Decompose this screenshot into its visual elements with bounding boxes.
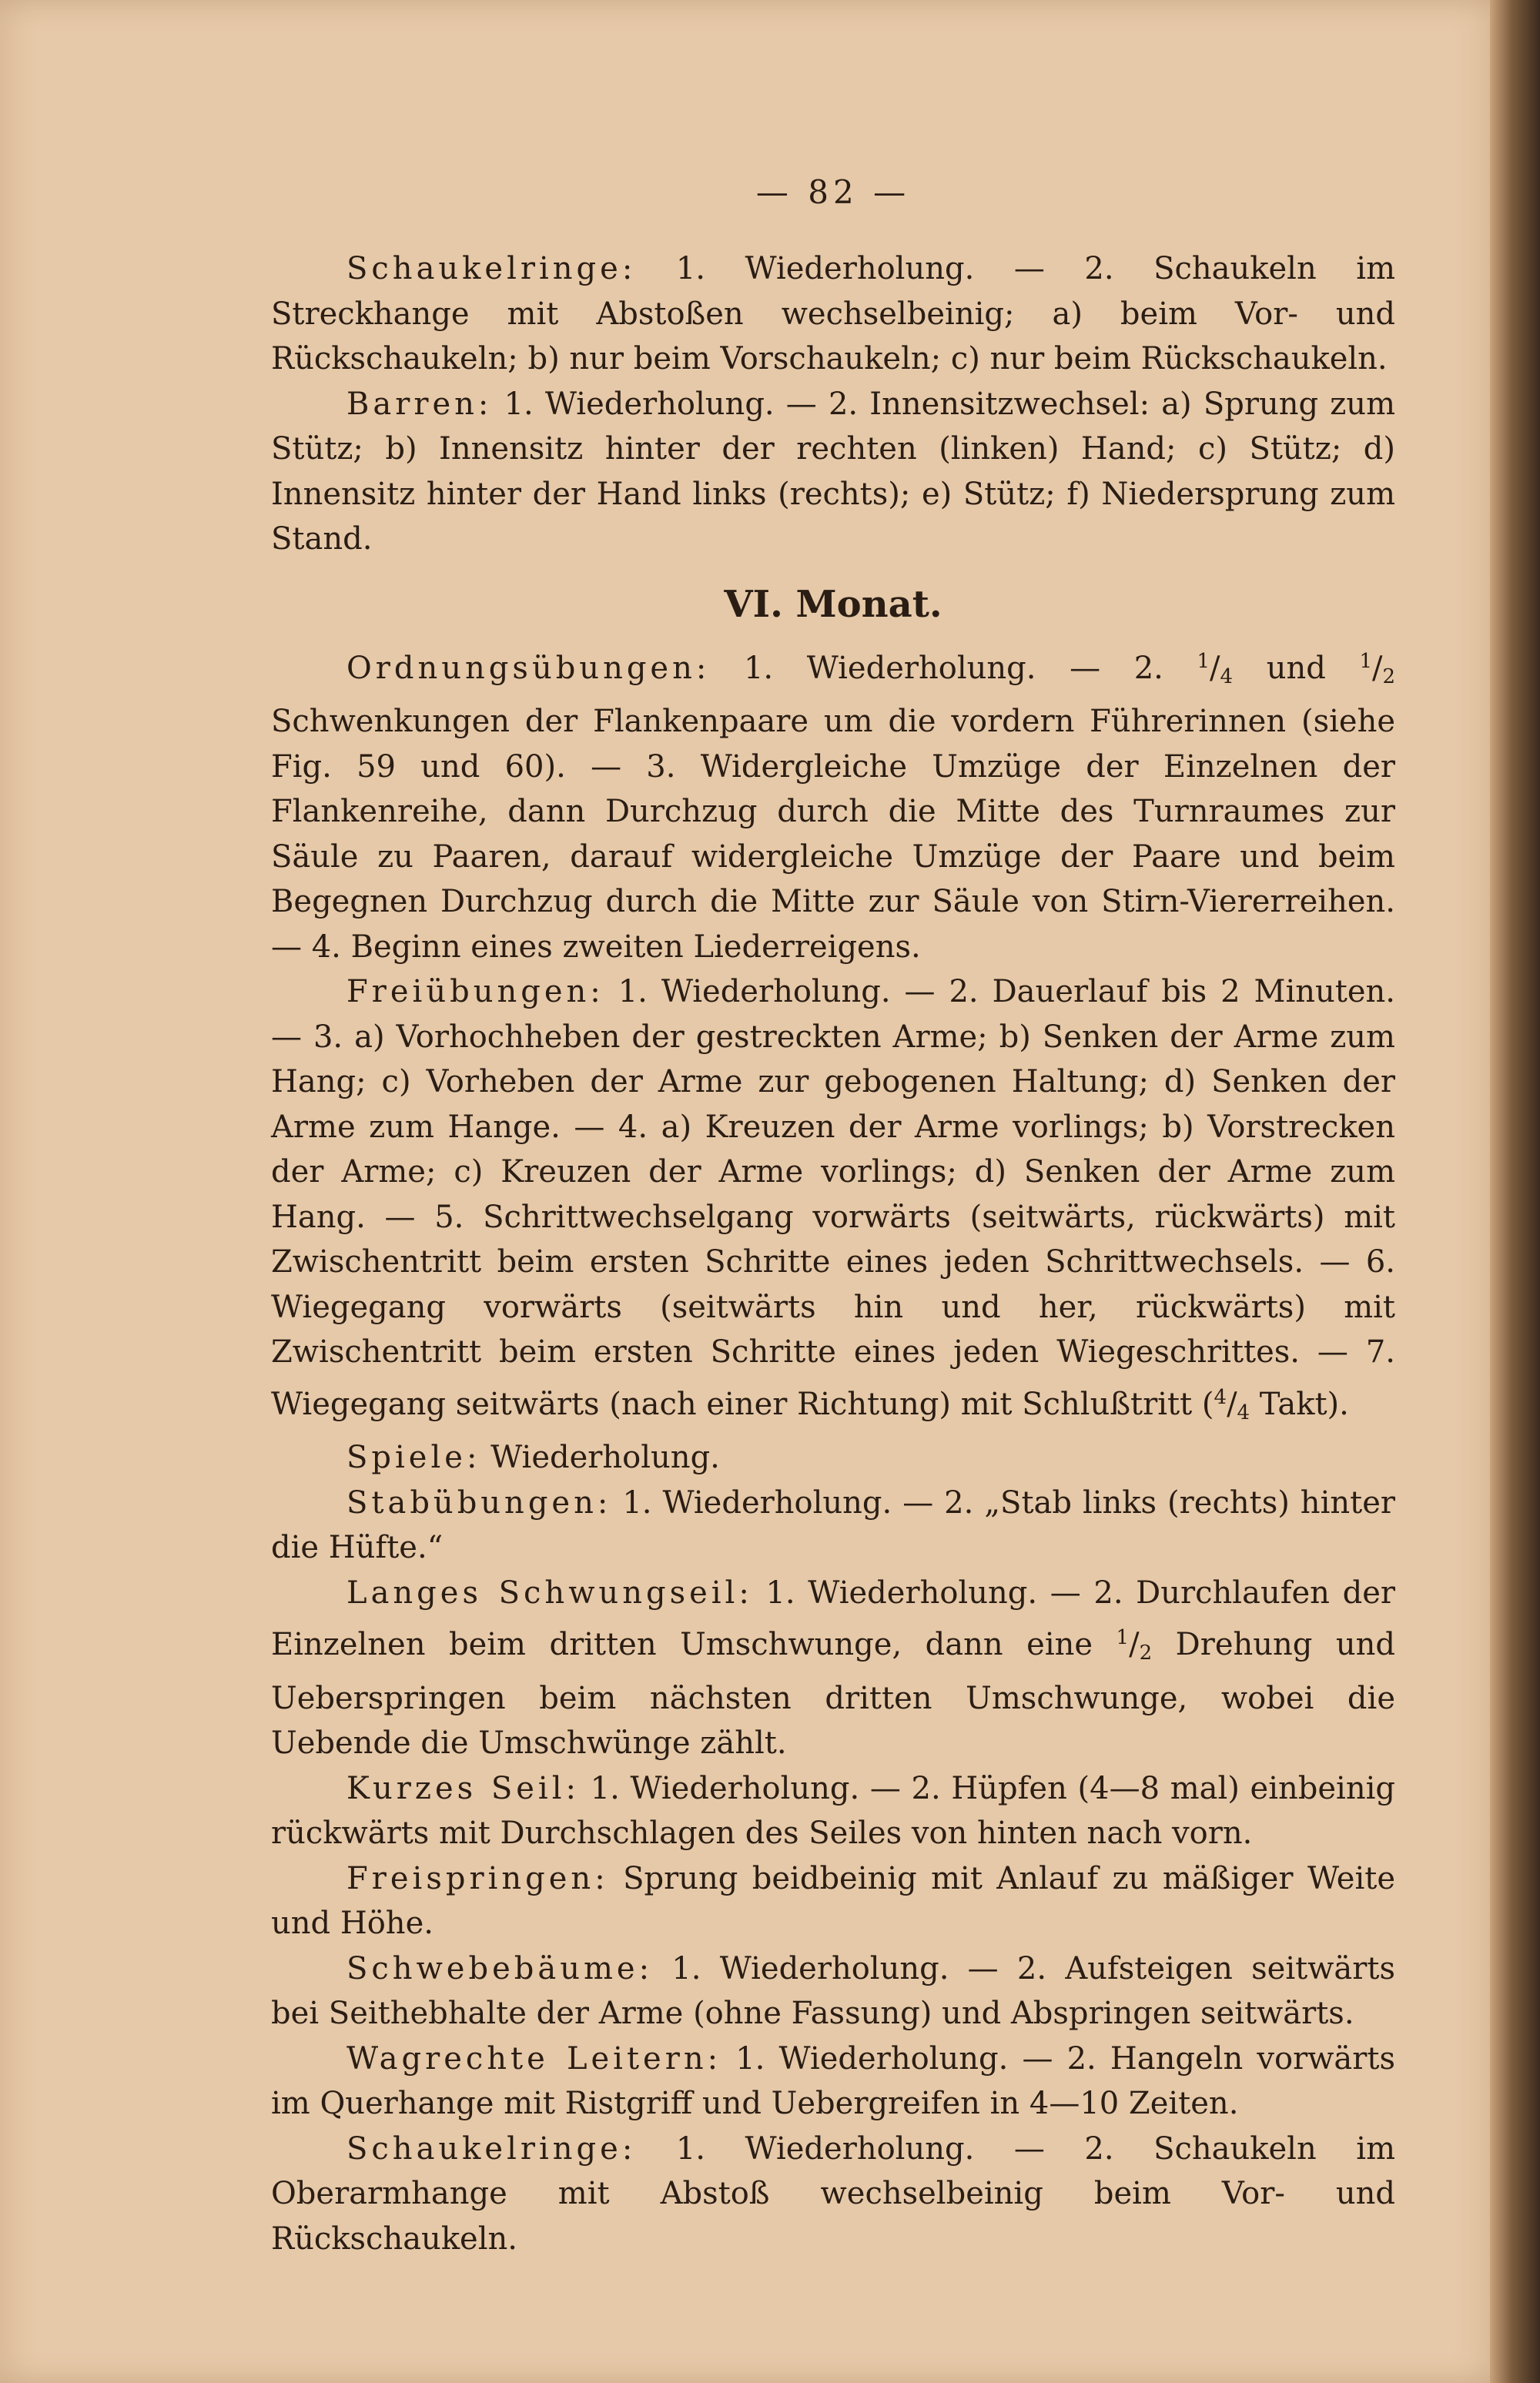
fraction-numerator: 4 bbox=[1214, 1385, 1227, 1409]
paragraph-text: 1. Wiederholung. — 2. bbox=[710, 650, 1197, 686]
section-label: Stabübungen: bbox=[346, 1484, 612, 1521]
section-label: Freiübungen: bbox=[346, 974, 604, 1009]
paragraph-ordnungsuebungen bbox=[271, 639, 1395, 970]
section-label: Freispringen: bbox=[346, 1860, 609, 1896]
paragraph-freiuebungen bbox=[271, 969, 1395, 1435]
paragraph-text: Takt). bbox=[1250, 1386, 1349, 1422]
page-number: — 82 — bbox=[755, 173, 911, 211]
paragraph-schaukelringe-1 bbox=[271, 246, 1395, 382]
book-gutter bbox=[1490, 0, 1540, 2383]
fraction-half: $^1/_2$ bbox=[1116, 1626, 1153, 1665]
section-label: Langes Schwungseil: bbox=[346, 1575, 753, 1611]
paragraph-spiele bbox=[271, 1435, 1395, 1481]
fraction-numerator: 1 bbox=[1197, 649, 1210, 673]
fraction-denominator: 4 bbox=[1237, 1401, 1250, 1424]
paragraph-barren bbox=[271, 382, 1395, 562]
paragraph-freispringen bbox=[271, 1856, 1395, 1946]
section-label: Kurzes Seil: bbox=[346, 1770, 580, 1806]
fraction-denominator: 4 bbox=[1220, 664, 1234, 688]
section-label: Barren: bbox=[346, 386, 493, 422]
section-label: Ordnungsübungen: bbox=[346, 650, 711, 686]
fraction-denominator: 2 bbox=[1139, 1642, 1153, 1665]
paragraph-text: 1. Wiederholung. — 2. Hüpfen (4—8 mal) einbeinig rückwärts mit Durchschlagen des Seiles von hinten nach vorn. bbox=[271, 1770, 1395, 1851]
paragraph-text: Schwenkungen der Flankenpaare um die vordern Führerinnen (siehe Fig. 59 und 60). — 3. Widergleiche Umzüge der Einzelnen der Flankenreihe, dann Durchzug durch die Mitte des Turnraumes zur Säule zu Paaren, darauf widergleiche Umzüge der Paare und beim Begegnen Durchzug durch die Mitte zur Säule von Stirn-Viererreihen. — 4. Beginn eines zweiten Liederreigens. bbox=[271, 704, 1395, 965]
paragraph-text: 1. Wiederholung. — 2. Schaukeln im Oberarmhange mit Abstoß wechselbeinig beim Vor- und Rückschaukeln. bbox=[271, 2130, 1395, 2257]
fraction-half: $^1/_2$ bbox=[1359, 649, 1396, 688]
paragraph-text: Wiederholung. bbox=[480, 1440, 720, 1475]
fraction-quarter: $^1/_4$ bbox=[1197, 649, 1234, 688]
paragraph-text: Sprung beidbeinig mit Anlauf zu mäßiger Weite und Höhe. bbox=[271, 1860, 1395, 1941]
fraction-four-quarters: $^4/_4$ bbox=[1214, 1385, 1250, 1424]
paragraph-text: 1. Wiederholung. — 2. Aufsteigen seitwärts bei Seithebhalte der Arme (ohne Fassung) und Abspringen seitwärts. bbox=[271, 1950, 1395, 2031]
paragraph-text: 1. Wiederholung. — 2. „Stab links (rechts) hinter die Hüfte.“ bbox=[271, 1484, 1395, 1565]
paragraph-wagrechte-leitern bbox=[271, 2037, 1395, 2127]
paragraph-schwebebaeume bbox=[271, 1946, 1395, 2037]
fraction-numerator: 1 bbox=[1116, 1626, 1130, 1649]
paragraph-text: 1. Wiederholung. — 2. Innensitzwechsel: a) Sprung zum Stütz; b) Innensitz hinter der rechten (linken) Hand; c) Stütz; d) Innensitz hinter der Hand links (rechts); e) Stütz; f) Niedersprung zum Stand. bbox=[271, 386, 1395, 557]
section-label: Schaukelringe: bbox=[346, 2130, 637, 2167]
paragraph-stabuebungen bbox=[271, 1481, 1395, 1571]
paragraph-schaukelringe-2 bbox=[271, 2127, 1395, 2262]
section-label: Spiele: bbox=[346, 1440, 481, 1475]
text-block bbox=[271, 169, 1395, 2261]
paragraph-text: 1. Wiederholung. — 2. Hangeln vorwärts im Querhange mit Ristgriff und Uebergreifen in 4—10 Zeiten. bbox=[271, 2040, 1395, 2121]
paragraph-text: 1. Wiederholung. — 2. Schaukeln im Streckhange mit Abstoßen wechselbeinig; a) beim Vor- und Rückschaukeln; b) nur beim Vorschaukeln; c) nur beim Rückschaukeln. bbox=[271, 251, 1395, 377]
section-label: Wagrechte Leitern: bbox=[346, 2040, 722, 2077]
section-label: Schwebebäume: bbox=[346, 1950, 654, 1986]
paragraph-text: Drehung und Ueberspringen beim nächsten dritten Umschwunge, wobei die Uebende die Umschwünge zählt. bbox=[271, 1627, 1396, 1761]
section-label: Schaukelringe: bbox=[346, 251, 637, 286]
section-heading: VI. Monat. bbox=[724, 582, 942, 626]
paragraph-text: und bbox=[1233, 650, 1360, 686]
paragraph-text: 1. Wiederholung. — 2. Durchlaufen der Einzelnen beim dritten Umschwunge, dann eine bbox=[271, 1575, 1395, 1662]
fraction-numerator: 1 bbox=[1359, 649, 1372, 673]
fraction-denominator: 2 bbox=[1382, 664, 1396, 688]
paragraph-langes-schwungseil bbox=[271, 1571, 1395, 1766]
paragraph-kurzes-seil bbox=[271, 1766, 1395, 1856]
paragraph-text: 1. Wiederholung. — 2. Dauerlauf bis 2 Minuten. — 3. a) Vorhochheben der gestreckten Arme; b) Senken der Arme zum Hang; c) Vorheben der Arme zur gebogenen Haltung; d) Senken der Arme zum Hange. — 4. a) Kreuzen der Arme vorlings; b) Vorstrecken der Arme; c) Kreuzen der Arme vorlings; d) Senken der Arme zum Hang. — 5. Schrittwechselgang vorwärts (seitwärts, rückwärts) mit Zwischentritt beim ersten Schritte eines jeden Schrittwechsels. — 6. Wiegegang vorwärts (seitwärts hin und her, rückwärts) mit Zwischentritt beim ersten Schritte eines jeden Wiegeschrittes. — 7. Wiegegang seitwärts (nach einer Richtung) mit Schlußtritt ( bbox=[271, 974, 1395, 1422]
